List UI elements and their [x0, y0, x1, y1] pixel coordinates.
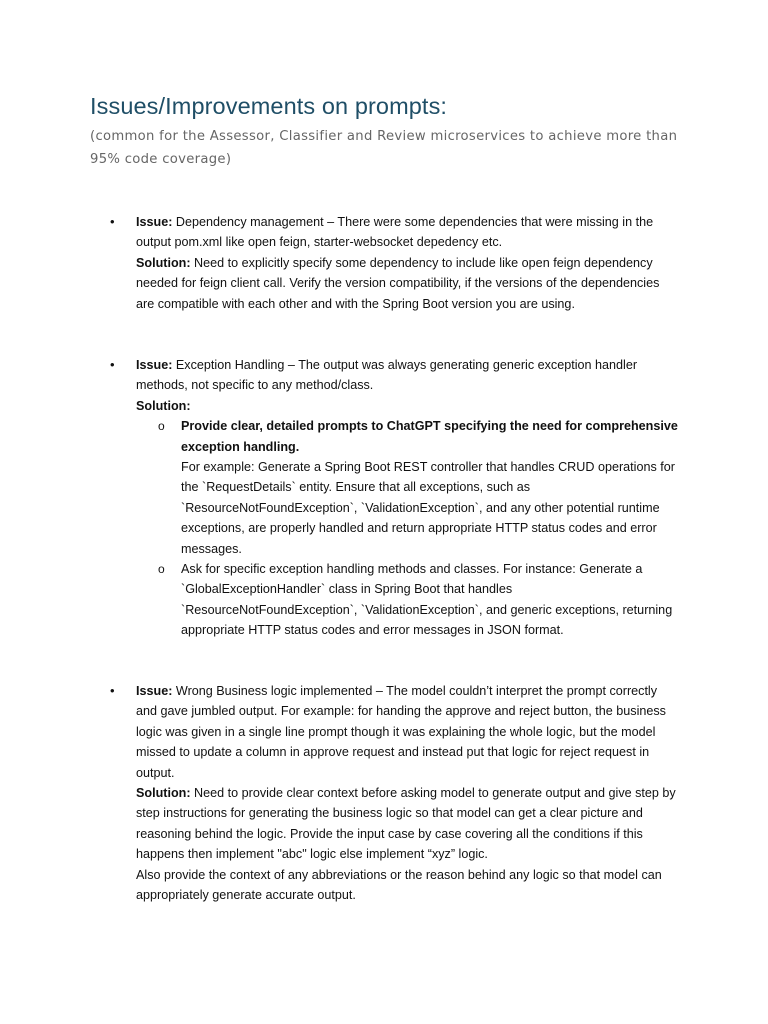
solution-label: Solution:: [136, 255, 191, 270]
issue-text: Exception Handling – The output was always generating generic exception handler methods, not specific to any method/class.: [136, 358, 638, 393]
issue-label: Issue:: [136, 215, 173, 229]
sublist-bold-text: [181, 416, 681, 457]
issue-item-business-logic: [110, 681, 681, 905]
issue-paragraph: [136, 355, 681, 396]
solution-paragraph: [136, 396, 681, 416]
issue-text: Wrong Business logic implemented – The model couldn’t interpret the prompt correctly and gave jumbled output. For example: for handing the approve and reject button, the business logic was given in a single line prompt though it was explaining the whole logic, but the model missed to update a column in approve request and instead put that logic for reject request in output.: [136, 684, 666, 780]
sub-bullet-icon: o: [158, 419, 165, 434]
issue-paragraph: [136, 681, 681, 783]
issue-item-exception-handling: [110, 355, 681, 641]
solution-paragraph: [136, 783, 681, 865]
sublist-text: Ask for specific exception handling methods and classes. For instance: Generate a `GlobalExceptionHandler` class in Spring Boot that handles `ResourceNotFoundException`, `ValidationException`, and generic exceptions, returning appropriate HTTP status codes and error messages in JSON format.: [181, 562, 673, 638]
bullet-icon: •: [110, 683, 115, 698]
solution-label: Solution:: [136, 786, 191, 801]
bullet-icon: •: [110, 357, 115, 372]
sublist-item: [136, 416, 681, 559]
bullet-icon: •: [110, 214, 115, 229]
sublist-text: For example: Generate a Spring Boot REST controller that handles CRUD operations for the `RequestDetails` entity. Ensure that all exceptions, such as `ResourceNotFoundException`, `ValidationException`, and any other potential runtime exceptions, are properly handled and return appropriate HTTP status codes and error messages.: [181, 460, 675, 556]
page-title: Issues/Improvements on prompts:: [90, 93, 448, 119]
solution-text: Need to provide clear context before asking model to generate output and give step by step instructions for generating the business logic so that model can get a clear picture and reasoning behind the logic. Provide the input case by case covering all the conditions if this happens then implement "abc" logic else implement “xyz” logic.: [136, 786, 676, 862]
issue-label: Issue:: [136, 358, 173, 372]
extra-paragraph: Also provide the context of any abbreviations or the reason behind any logic so that model can appropriately generate accurate output.: [136, 867, 662, 903]
sub-bullet-icon: o: [158, 562, 165, 577]
sublist-item: [136, 559, 681, 641]
solution-text: Need to explicitly specify some dependency to include like open feign dependency needed for feign client call. Verify the version compatibility, if the versions of the dependencies are compatible with each other and with the Spring Boot version you are using.: [136, 255, 660, 311]
issue-label: Issue:: [136, 684, 173, 698]
issue-text: Dependency management – There were some dependencies that were missing in the output pom.xml like open feign, starter-websocket depedency etc.: [136, 215, 654, 250]
page-subtitle: (common for the Assessor, Classifier and Review microservices to achieve more than 95% code coverage): [90, 129, 678, 167]
issue-item-dependency: [110, 212, 681, 314]
solution-label: Solution:: [136, 398, 191, 413]
solution-paragraph: [136, 253, 681, 314]
issue-paragraph: [136, 212, 681, 253]
sublist-bold-label: Provide clear, detailed prompts to ChatGPT specifying the need for comprehensive exception handling.: [181, 419, 678, 454]
solution-sublist: [136, 416, 681, 640]
